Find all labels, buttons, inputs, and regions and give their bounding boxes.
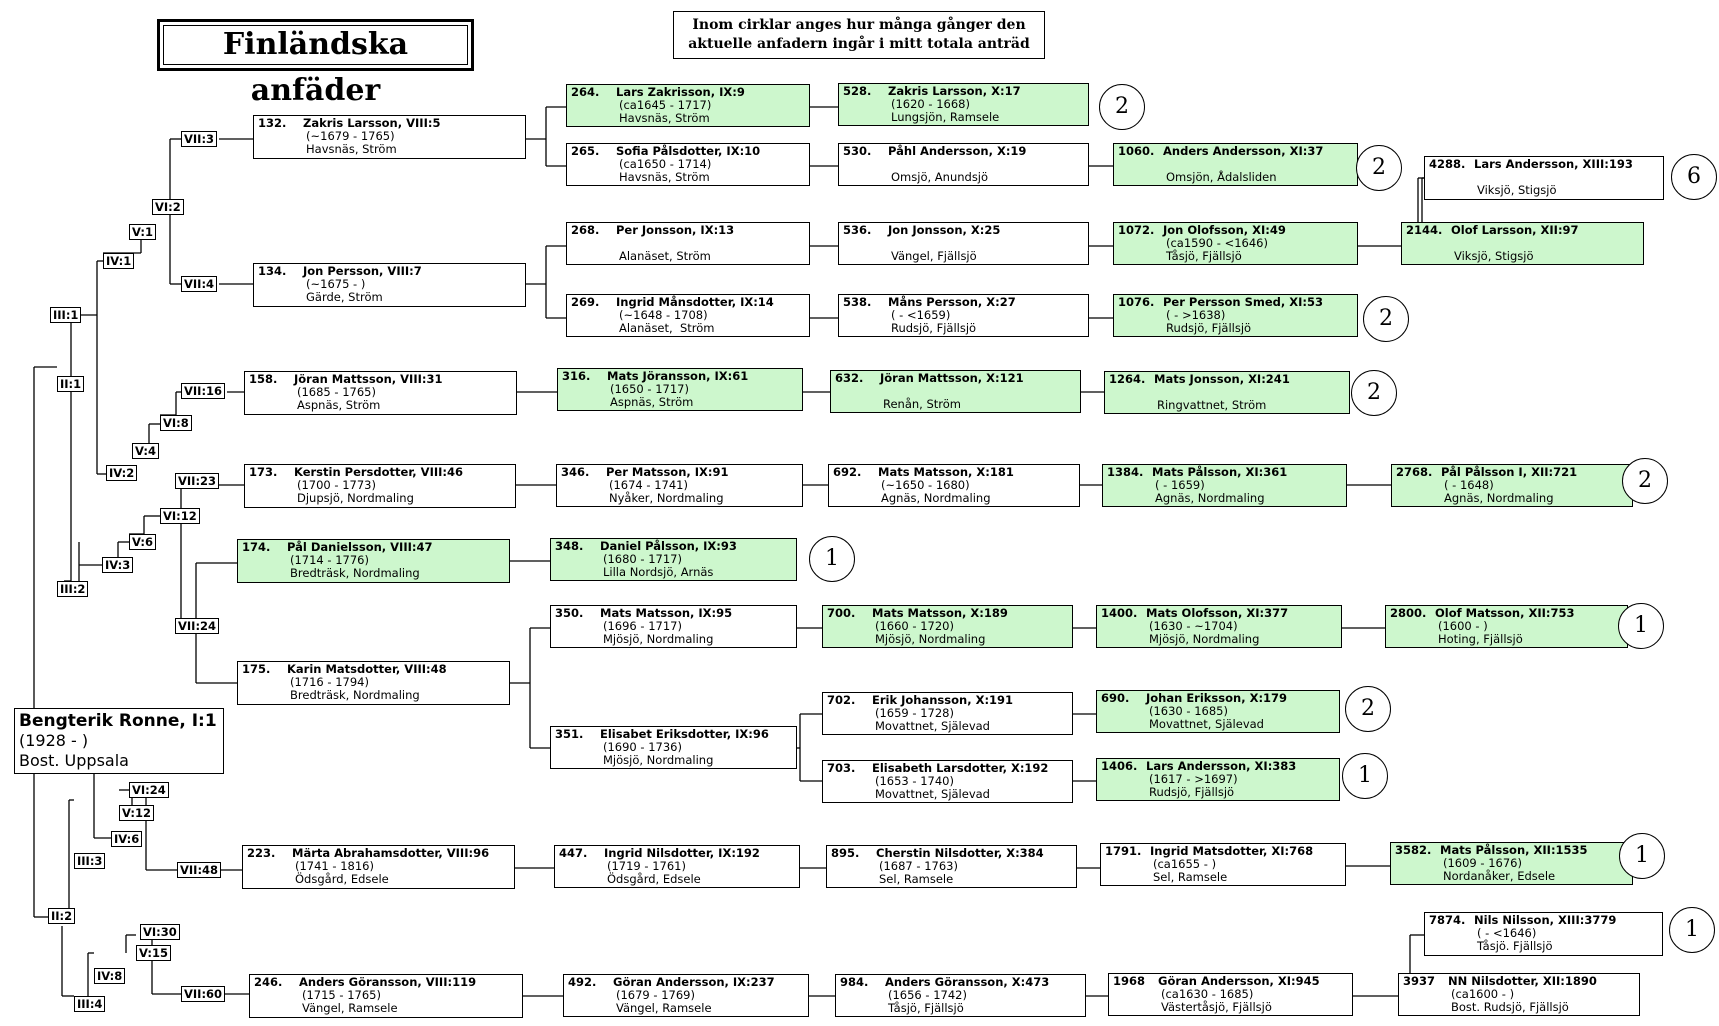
person-box[interactable] [822, 760, 1073, 803]
person-place: Gärde, Ström [306, 290, 383, 304]
person-years: ( - <1659) [891, 308, 951, 322]
person-place: Bredträsk, Nordmaling [290, 688, 420, 702]
person-id: 346. [561, 465, 590, 479]
person-id: 700. [827, 606, 856, 620]
person-place: Aspnäs, Ström [297, 398, 381, 412]
person-name: Johan Eriksson, X:179 [1146, 691, 1288, 705]
person-place: Agnäs, Nordmaling [881, 491, 991, 505]
person-place: Agnäs, Nordmaling [1155, 491, 1265, 505]
person-years: ( - <1646) [1477, 926, 1537, 940]
person-id: 447. [559, 846, 588, 860]
person-box[interactable] [1424, 912, 1663, 956]
person-box[interactable] [566, 84, 810, 127]
person-id: 1791. [1105, 844, 1142, 858]
person-box[interactable] [550, 726, 797, 769]
root-place: Bost. Uppsala [19, 751, 129, 770]
person-id: 528. [843, 84, 872, 98]
person-box[interactable] [822, 605, 1073, 648]
person-id: 316. [562, 369, 591, 383]
occurrence-count-circle: 2 [1622, 458, 1668, 504]
person-years: (1660 - 1720) [875, 619, 954, 633]
person-name: Mats Jöransson, IX:61 [607, 369, 749, 383]
person-id: 702. [827, 693, 856, 707]
person-name: Ingrid Nilsdotter, IX:192 [604, 846, 760, 860]
person-id: 158. [249, 372, 278, 386]
person-place: Havsnäs, Ström [306, 142, 397, 156]
generation-label: V:4 [132, 443, 159, 459]
person-box[interactable] [1096, 605, 1342, 648]
person-box[interactable] [1113, 294, 1358, 337]
person-place: Vängel, Ramsele [616, 1001, 712, 1015]
generation-label: V:6 [129, 534, 156, 550]
person-box[interactable] [557, 368, 803, 411]
person-id: 1406. [1101, 759, 1138, 773]
person-years: ( - >1638) [1166, 308, 1226, 322]
person-id: 246. [254, 975, 283, 989]
person-box[interactable] [1385, 605, 1628, 648]
generation-label: IV:6 [111, 831, 142, 847]
person-id: 265. [571, 144, 600, 158]
person-id: 703. [827, 761, 856, 775]
page-title: Finländska anfäder [157, 19, 474, 71]
person-box[interactable] [253, 115, 526, 159]
generation-label: VII:3 [181, 131, 217, 147]
generation-label: VII:4 [181, 276, 217, 292]
legend-note-line: Inom cirklar anges hur många gånger den [692, 17, 1026, 33]
occurrence-count-circle: 2 [1363, 296, 1409, 342]
person-name: Lars Zakrisson, IX:9 [616, 85, 745, 99]
person-years: (ca1590 - <1646) [1166, 236, 1268, 250]
person-years: (ca1650 - 1714) [619, 157, 712, 171]
person-place: Lungsjön, Ramsele [891, 110, 1000, 124]
person-id: 1264. [1109, 372, 1146, 386]
person-id: 350. [555, 606, 584, 620]
person-place: Aspnäs, Ström [610, 395, 694, 409]
person-place: Havsnäs, Ström [619, 111, 710, 125]
generation-label: VI:24 [129, 782, 169, 798]
person-name: Per Jonsson, IX:13 [616, 223, 735, 237]
person-name: Erik Johansson, X:191 [872, 693, 1014, 707]
person-name: Sofia Pålsdotter, IX:10 [616, 144, 761, 158]
person-years: (1630 - 1685) [1149, 704, 1228, 718]
person-box[interactable] [249, 974, 523, 1018]
person-box[interactable] [244, 464, 516, 508]
person-years: (1659 - 1728) [875, 706, 954, 720]
person-years: ( - 1659) [1155, 478, 1205, 492]
person-place: Mjösjö, Nordmaling [1149, 632, 1260, 646]
person-id: 1072. [1118, 223, 1155, 237]
person-name: Per Persson Smed, XI:53 [1163, 295, 1324, 309]
person-years: ( - 1648) [1444, 478, 1494, 492]
person-place: Viksjö, Stigsjö [1454, 249, 1534, 263]
person-years: (ca1600 - ) [1451, 987, 1515, 1001]
generation-label: VI:8 [160, 415, 192, 431]
person-place: Västertåsjö, Fjällsjö [1161, 1000, 1272, 1014]
person-id: 632. [835, 371, 864, 385]
person-name: Anders Göransson, X:473 [885, 975, 1050, 989]
generation-label: V:1 [129, 224, 156, 240]
person-place: Movattnet, Själevad [875, 787, 990, 801]
person-name: Märta Abrahamsdotter, VIII:96 [292, 846, 490, 860]
person-id: 895. [831, 846, 860, 860]
generation-label: VII:60 [181, 986, 225, 1002]
person-box[interactable] [838, 222, 1089, 265]
generation-label: VII:24 [175, 618, 219, 634]
person-place: Mjösjö, Nordmaling [875, 632, 986, 646]
person-place: Nordanåker, Edsele [1443, 869, 1556, 883]
person-place: Mjösjö, Nordmaling [603, 632, 714, 646]
person-years: (1679 - 1769) [616, 988, 695, 1002]
person-years: (ca1630 - 1685) [1161, 987, 1254, 1001]
person-name: Kerstin Persdotter, VIII:46 [294, 465, 464, 479]
person-name: Mats Matsson, IX:95 [600, 606, 733, 620]
person-name: Jon Olofsson, XI:49 [1163, 223, 1286, 237]
person-years: (1687 - 1763) [879, 859, 958, 873]
person-id: 2768. [1396, 465, 1433, 479]
person-id: 132. [258, 116, 287, 130]
person-box[interactable] [1113, 222, 1358, 265]
person-place: Ringvattnet, Ström [1157, 398, 1267, 412]
person-id: 175. [242, 662, 271, 676]
person-place: Vängel, Ramsele [302, 1001, 398, 1015]
person-box[interactable] [550, 538, 797, 581]
person-id: 2144. [1406, 223, 1443, 237]
person-place: Movattnet, Själevad [875, 719, 990, 733]
person-id: 1400. [1101, 606, 1138, 620]
person-place: Hoting, Fjällsjö [1438, 632, 1523, 646]
root-years: (1928 - ) [19, 731, 89, 750]
person-name: Pål Pålsson I, XII:721 [1441, 465, 1578, 479]
generation-label: IV:3 [102, 557, 133, 573]
occurrence-count-circle: 1 [1618, 603, 1664, 649]
person-box[interactable] [830, 370, 1081, 413]
person-id: 3582. [1395, 843, 1432, 857]
person-place: Omsjö, Anundsjö [891, 170, 989, 184]
person-id: 538. [843, 295, 872, 309]
person-place: Bost. Rudsjö, Fjällsjö [1451, 1000, 1569, 1014]
generation-label: III:4 [74, 996, 105, 1012]
person-place: Ödsgård, Edsele [295, 872, 389, 886]
occurrence-count-circle: 1 [1669, 907, 1715, 953]
person-name: Daniel Pålsson, IX:93 [600, 539, 737, 553]
person-years: (~1648 - 1708) [619, 308, 708, 322]
person-id: 1076. [1118, 295, 1155, 309]
person-box[interactable] [237, 539, 510, 583]
person-years: (1719 - 1761) [607, 859, 686, 873]
person-name: Jon Persson, VIII:7 [303, 264, 422, 278]
occurrence-count-circle: 2 [1351, 370, 1397, 416]
legend-note-line: aktuelle anfadern ingår i mitt totala anträd [688, 36, 1030, 52]
person-box[interactable] [826, 845, 1077, 888]
person-place: Rudsjö, Fjällsjö [1166, 321, 1252, 335]
person-place: Rudsjö, Fjällsjö [891, 321, 977, 335]
person-id: 134. [258, 264, 287, 278]
person-id: 984. [840, 975, 869, 989]
person-years: (1630 - ~1704) [1149, 619, 1238, 633]
person-name: Pål Danielsson, VIII:47 [287, 540, 433, 554]
person-box[interactable] [1102, 464, 1347, 507]
person-place: Sel, Ramsele [1153, 870, 1228, 884]
person-name: Mats Matsson, X:181 [878, 465, 1014, 479]
person-name: Zakris Larsson, VIII:5 [303, 116, 441, 130]
person-name: Jöran Mattsson, X:121 [880, 371, 1024, 385]
person-place: Omsjön, Ådalsliden [1166, 170, 1277, 184]
person-box[interactable] [550, 605, 797, 648]
person-name: Mats Pålsson, XII:1535 [1440, 843, 1588, 857]
person-box[interactable] [244, 371, 517, 415]
person-name: Mats Matsson, X:189 [872, 606, 1008, 620]
person-box[interactable] [566, 222, 810, 265]
person-box[interactable] [1424, 156, 1664, 200]
person-place: Viksjö, Stigsjö [1477, 183, 1557, 197]
person-name: Olof Larsson, XII:97 [1451, 223, 1579, 237]
person-years: (1741 - 1816) [295, 859, 374, 873]
person-years: (1617 - >1697) [1149, 772, 1238, 786]
generation-label: VI:30 [140, 924, 180, 940]
occurrence-count-circle: 1 [809, 536, 855, 582]
person-box[interactable] [835, 974, 1086, 1017]
person-box[interactable] [838, 294, 1089, 337]
person-name: Lars Andersson, XIII:193 [1474, 157, 1633, 171]
person-years: (1609 - 1676) [1443, 856, 1522, 870]
person-years: (1716 - 1794) [290, 675, 369, 689]
person-name: Anders Andersson, XI:37 [1163, 144, 1324, 158]
person-place: Mjösjö, Nordmaling [603, 753, 714, 767]
person-id: 2800. [1390, 606, 1427, 620]
person-id: 269. [571, 295, 600, 309]
person-place: Ödsgård, Edsele [607, 872, 701, 886]
person-name: Påhl Andersson, X:19 [888, 144, 1027, 158]
person-box[interactable] [828, 464, 1080, 507]
occurrence-count-circle: 6 [1671, 154, 1717, 200]
person-box[interactable] [237, 661, 510, 705]
person-box[interactable] [253, 263, 526, 307]
person-place: Lilla Nordsjö, Arnäs [603, 565, 714, 579]
person-id: 1060. [1118, 144, 1155, 158]
person-name: NN Nilsdotter, XII:1890 [1448, 974, 1597, 988]
person-id: 1384. [1107, 465, 1144, 479]
generation-label: II:1 [57, 376, 84, 392]
person-years: (1620 - 1668) [891, 97, 970, 111]
generation-label: III:2 [57, 581, 88, 597]
person-box[interactable] [1113, 143, 1358, 186]
person-box[interactable] [1401, 222, 1644, 265]
person-box[interactable] [838, 83, 1089, 126]
generation-label: V:12 [119, 805, 154, 821]
person-name: Göran Andersson, IX:237 [613, 975, 775, 989]
person-years: (1674 - 1741) [609, 478, 688, 492]
person-box[interactable] [566, 143, 810, 186]
person-id: 1968 [1113, 974, 1146, 988]
person-name: Lars Andersson, XI:383 [1146, 759, 1297, 773]
person-box[interactable] [1096, 758, 1340, 801]
person-years: (1653 - 1740) [875, 774, 954, 788]
person-years: (1685 - 1765) [297, 385, 376, 399]
root-person-box[interactable] [14, 708, 224, 774]
person-name: Göran Andersson, XI:945 [1158, 974, 1320, 988]
person-id: 530. [843, 144, 872, 158]
person-name: Karin Matsdotter, VIII:48 [287, 662, 447, 676]
legend-note [673, 11, 1045, 59]
generation-label: IV:2 [106, 465, 137, 481]
person-place: Movattnet, Själevad [1149, 717, 1264, 731]
person-box[interactable] [1390, 842, 1633, 885]
person-box[interactable] [822, 692, 1073, 735]
person-place: Alanäset, Ström [619, 321, 715, 335]
person-name: Jöran Mattsson, VIII:31 [294, 372, 443, 386]
person-years: (1690 - 1736) [603, 740, 682, 754]
person-box[interactable] [563, 974, 809, 1017]
person-years: (1680 - 1717) [603, 552, 682, 566]
person-name: Anders Göransson, VIII:119 [299, 975, 477, 989]
person-name: Elisabet Eriksdotter, IX:96 [600, 727, 769, 741]
person-years: (1600 - ) [1438, 619, 1488, 633]
person-box[interactable] [556, 464, 803, 507]
generation-label: VII:23 [175, 473, 219, 489]
generation-label: III:1 [50, 307, 81, 323]
occurrence-count-circle: 2 [1345, 686, 1391, 732]
person-name: Nils Nilsson, XIII:3779 [1474, 913, 1617, 927]
generation-label: V:15 [136, 945, 171, 961]
occurrence-count-circle: 2 [1356, 145, 1402, 191]
person-name: Cherstin Nilsdotter, X:384 [876, 846, 1044, 860]
person-place: Tåsjö. Fjällsjö [1477, 939, 1553, 953]
person-place: Agnäs, Nordmaling [1444, 491, 1554, 505]
person-years: (~1679 - 1765) [306, 129, 395, 143]
occurrence-count-circle: 1 [1619, 833, 1665, 879]
person-id: 7874. [1429, 913, 1466, 927]
person-id: 173. [249, 465, 278, 479]
person-name: Mats Olofsson, XI:377 [1146, 606, 1289, 620]
person-id: 536. [843, 223, 872, 237]
person-id: 4288. [1429, 157, 1466, 171]
person-box[interactable] [1100, 843, 1346, 886]
person-years: (1714 - 1776) [290, 553, 369, 567]
person-name: Mats Pålsson, XI:361 [1152, 465, 1288, 479]
person-id: 690. [1101, 691, 1130, 705]
person-place: Renån, Ström [883, 397, 962, 411]
person-name: Zakris Larsson, X:17 [888, 84, 1021, 98]
person-id: 264. [571, 85, 600, 99]
generation-label: IV:8 [94, 968, 125, 984]
person-place: Havsnäs, Ström [619, 170, 710, 184]
person-id: 351. [555, 727, 584, 741]
person-id: 492. [568, 975, 597, 989]
occurrence-count-circle: 2 [1099, 84, 1145, 130]
person-years: (~1650 - 1680) [881, 478, 970, 492]
person-years: (1656 - 1742) [888, 988, 967, 1002]
person-years: (ca1655 - ) [1153, 857, 1217, 871]
root-name: Bengterik Ronne, I:1 [19, 711, 217, 731]
person-name: Per Matsson, IX:91 [606, 465, 729, 479]
generation-label: IV:1 [103, 253, 134, 269]
generation-label: VI:2 [152, 199, 184, 215]
person-id: 268. [571, 223, 600, 237]
person-place: Alanäset, Ström [619, 249, 711, 263]
person-box[interactable] [838, 143, 1089, 186]
person-years: (1715 - 1765) [302, 988, 381, 1002]
person-name: Mats Jonsson, XI:241 [1154, 372, 1290, 386]
person-name: Måns Persson, X:27 [888, 295, 1016, 309]
person-place: Tåsjö, Fjällsjö [888, 1001, 964, 1015]
person-box[interactable] [1391, 464, 1633, 507]
person-place: Nyåker, Nordmaling [609, 491, 724, 505]
generation-label: VII:48 [177, 862, 221, 878]
person-box[interactable] [554, 845, 800, 888]
generation-label: VI:12 [160, 508, 200, 524]
person-place: Djupsjö, Nordmaling [297, 491, 414, 505]
person-id: 223. [247, 846, 276, 860]
person-name: Ingrid Månsdotter, IX:14 [616, 295, 774, 309]
person-name: Jon Jonsson, X:25 [888, 223, 1001, 237]
person-years: (1650 - 1717) [610, 382, 689, 396]
person-id: 348. [555, 539, 584, 553]
person-box[interactable] [1104, 371, 1350, 414]
person-box[interactable] [1108, 973, 1353, 1016]
person-place: Rudsjö, Fjällsjö [1149, 785, 1235, 799]
person-years: (ca1645 - 1717) [619, 98, 712, 112]
person-years: (~1675 - ) [306, 277, 366, 291]
person-years: (1696 - 1717) [603, 619, 682, 633]
person-name: Olof Matsson, XII:753 [1435, 606, 1575, 620]
person-place: Sel, Ramsele [879, 872, 954, 886]
person-box[interactable] [1398, 973, 1640, 1016]
person-place: Vängel, Fjällsjö [891, 249, 977, 263]
person-place: Tåsjö, Fjällsjö [1166, 249, 1242, 263]
generation-label: II:2 [48, 908, 75, 924]
person-box[interactable] [242, 845, 515, 889]
person-name: Elisabeth Larsdotter, X:192 [872, 761, 1049, 775]
occurrence-count-circle: 1 [1342, 753, 1388, 799]
person-name: Ingrid Matsdotter, XI:768 [1150, 844, 1314, 858]
generation-label: III:3 [74, 853, 105, 869]
person-box[interactable] [1096, 690, 1340, 733]
generation-label: VII:16 [181, 383, 225, 399]
person-id: 692. [833, 465, 862, 479]
person-id: 3937 [1403, 974, 1436, 988]
person-place: Bredträsk, Nordmaling [290, 566, 420, 580]
person-id: 174. [242, 540, 271, 554]
person-box[interactable] [566, 294, 810, 337]
person-years: (1700 - 1773) [297, 478, 376, 492]
